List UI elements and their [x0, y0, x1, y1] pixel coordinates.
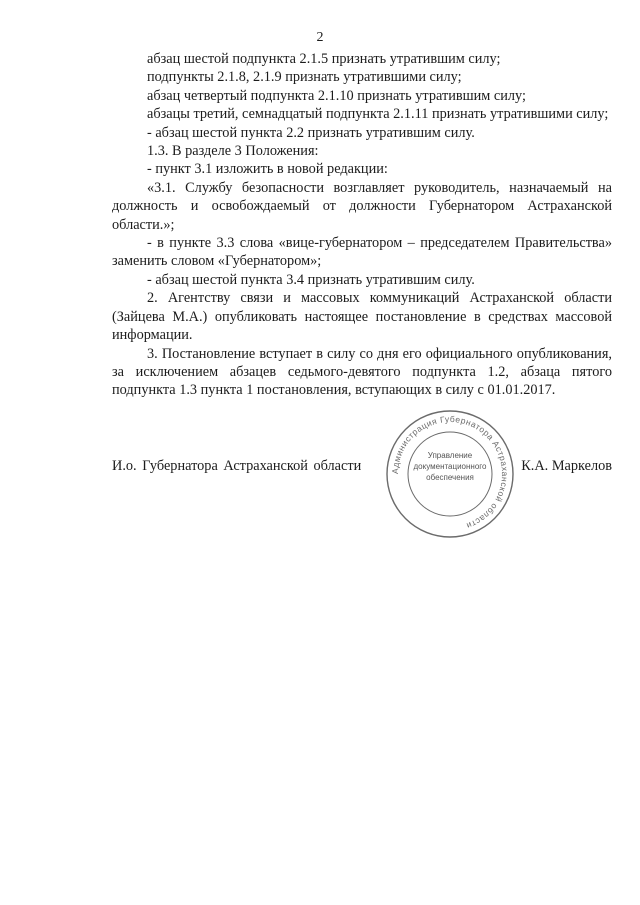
signatory-name: К.А. Маркелов	[521, 458, 612, 474]
paragraph-2: подпункты 2.1.8, 2.1.9 признать утратившими силу;	[147, 69, 462, 86]
paragraph-11: 2. Агентству связи и массовых коммуникаций Астраханской области (Зайцева М.А.) опубликовать настоящее постановление в средствах массовой информации.	[112, 290, 612, 344]
paragraph-8: «3.1. Службу безопасности возглавляет руководитель, назначаемый на должность и освобождаемый от должности Губернатором Астраханской области.»;	[112, 179, 612, 233]
paragraph-1: абзац шестой подпункта 2.1.5 признать утратившим силу;	[147, 51, 501, 67]
page-number: 2	[316, 30, 324, 45]
seal-ring-text: Администрация Губернатора Астраханской области	[389, 413, 511, 532]
seal-center-line-1: Управление	[427, 451, 473, 460]
document-body	[112, 50, 612, 400]
signatory-role: И.о. Губернатора Астраханской области	[112, 458, 362, 474]
paragraph-9: - в пункте 3.3 слова «вице-губернатором – председателем Правительства» заменить словом «Губернатором»;	[112, 235, 612, 270]
paragraph-5: - абзац шестой пункта 2.2 признать утратившим силу.	[147, 124, 475, 141]
paragraph-10: - абзац шестой пункта 3.4 признать утратившим силу.	[147, 271, 475, 288]
paragraph-4: абзацы третий, семнадцатый подпункта 2.1.11 признать утратившими силу;	[147, 106, 609, 123]
paragraph-12: 3. Постановление вступает в силу со дня его официального опубликования, за исключением абзацев седьмого-девятого подпункта 1.2, абзаца пятого подпункта 1.3 пункта 1 постановления, вступающих в силу с 01.01.2017.	[112, 345, 612, 399]
paragraph-7: - пункт 3.1 изложить в новой редакции:	[147, 161, 388, 178]
seal-center-line-2: документационного	[413, 462, 487, 471]
signature-block	[112, 458, 612, 478]
paragraph-6: 1.3. В разделе 3 Положения:	[147, 143, 319, 160]
seal-center-line-3: обеспечения	[426, 473, 474, 482]
paragraph-3: абзац четвертый подпункта 2.1.10 признать утратившим силу;	[147, 87, 526, 104]
